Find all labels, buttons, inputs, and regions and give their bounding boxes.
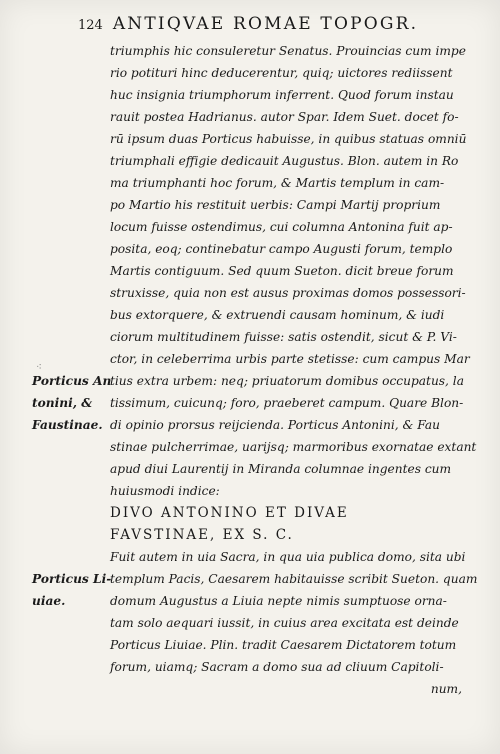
inscription-line: FAVSTINAE, EX S. C. (110, 527, 294, 543)
body-line: tissimum, cuicunq; foro, praeberet campum. Quare Blon- (110, 396, 464, 410)
body-line: stinae pulcherrimae, uarijsq; marmoribus exornatae extant (110, 440, 477, 454)
body-line: templum Pacis, Caesarem habitauisse scribit Sueton. quam (110, 572, 478, 586)
body-line: posita, eoq; continebatur campo Augusti forum, templo (110, 242, 453, 256)
page-number: 124 (78, 18, 103, 33)
margin-note-porticus-liviae: Porticus Li- uiae. (32, 572, 112, 608)
body-line: tius extra urbem: neq; priuatorum domibus occupatus, la (110, 374, 464, 388)
body-line: domum Augustus a Liuia nepte nimis sumptuose orna- (110, 594, 447, 608)
body-line: triumphis hic consuleretur Senatus. Prouincias cum impe (110, 44, 466, 58)
inscription-line: DIVO ANTONINO ET DIVAE (110, 505, 349, 521)
body-line: di opinio prorsus reijcienda. Porticus Antonini, & Fau (110, 418, 440, 432)
page-title: ANTIQVAE ROMAE TOPOGR. (112, 14, 419, 34)
body-line: triumphali effigie dedicauit Augustus. Blon. autem in Ro (110, 154, 459, 168)
body-line: num, (430, 682, 462, 696)
body-line: po Martio his restituit uerbis: Campi Martij proprium (110, 198, 441, 212)
body-line: huc insignia triumphorum inferrent. Quod forum instau (110, 88, 454, 102)
running-head (78, 14, 478, 34)
body-line: rū ipsum duas Porticus habuisse, in quibus statuas omniū (110, 132, 467, 146)
body-line: ma triumphanti hoc forum, & Martis templum in cam- (110, 176, 445, 190)
body-line: Porticus Liuiae. Plin. tradit Caesarem Dictatorem totum (110, 638, 457, 652)
body-line: bus extorquere, & extruendi causam hominum, & iudi (110, 308, 445, 322)
margin-note-porticus-antonini: Porticus An tonini, & Faustinae. (32, 374, 112, 432)
body-line: forum, uiamq; Sacram a domo sua ad cliuum Capitoli- (110, 660, 444, 674)
body-line: apud diui Laurentij in Miranda columnae ingentes cum (110, 462, 452, 476)
body-line: Martis contiguum. Sed quum Sueton. dicit breue forum (110, 264, 454, 278)
body-line: locum fuisse ostendimus, cui columna Antonina fuit ap- (110, 220, 453, 234)
body-line: tam solo aequari iussit, in cuius area excitata est deinde (110, 616, 459, 630)
body-line: Fuit autem in uia Sacra, in qua uia publica domo, sita ubi (110, 550, 466, 564)
body-line: rio potituri hinc deducerentur, quiq; uictores rediissent (110, 66, 453, 80)
body-line: huiusmodi indice: (110, 484, 220, 498)
body-line: rauit postea Hadrianus. autor Spar. Idem Suet. docet fo- (110, 110, 459, 124)
body-line: ctor, in celeberrima urbis parte stetisse: cum campus Mar (110, 352, 470, 366)
body-text (110, 40, 478, 700)
body-line: struxisse, quia non est ausus proximas domos possessori- (110, 286, 466, 300)
body-line: ciorum multitudinem fuisse: satis ostendit, sicut & P. Vi- (110, 330, 457, 344)
printer-mark: ⁖ (36, 362, 42, 373)
